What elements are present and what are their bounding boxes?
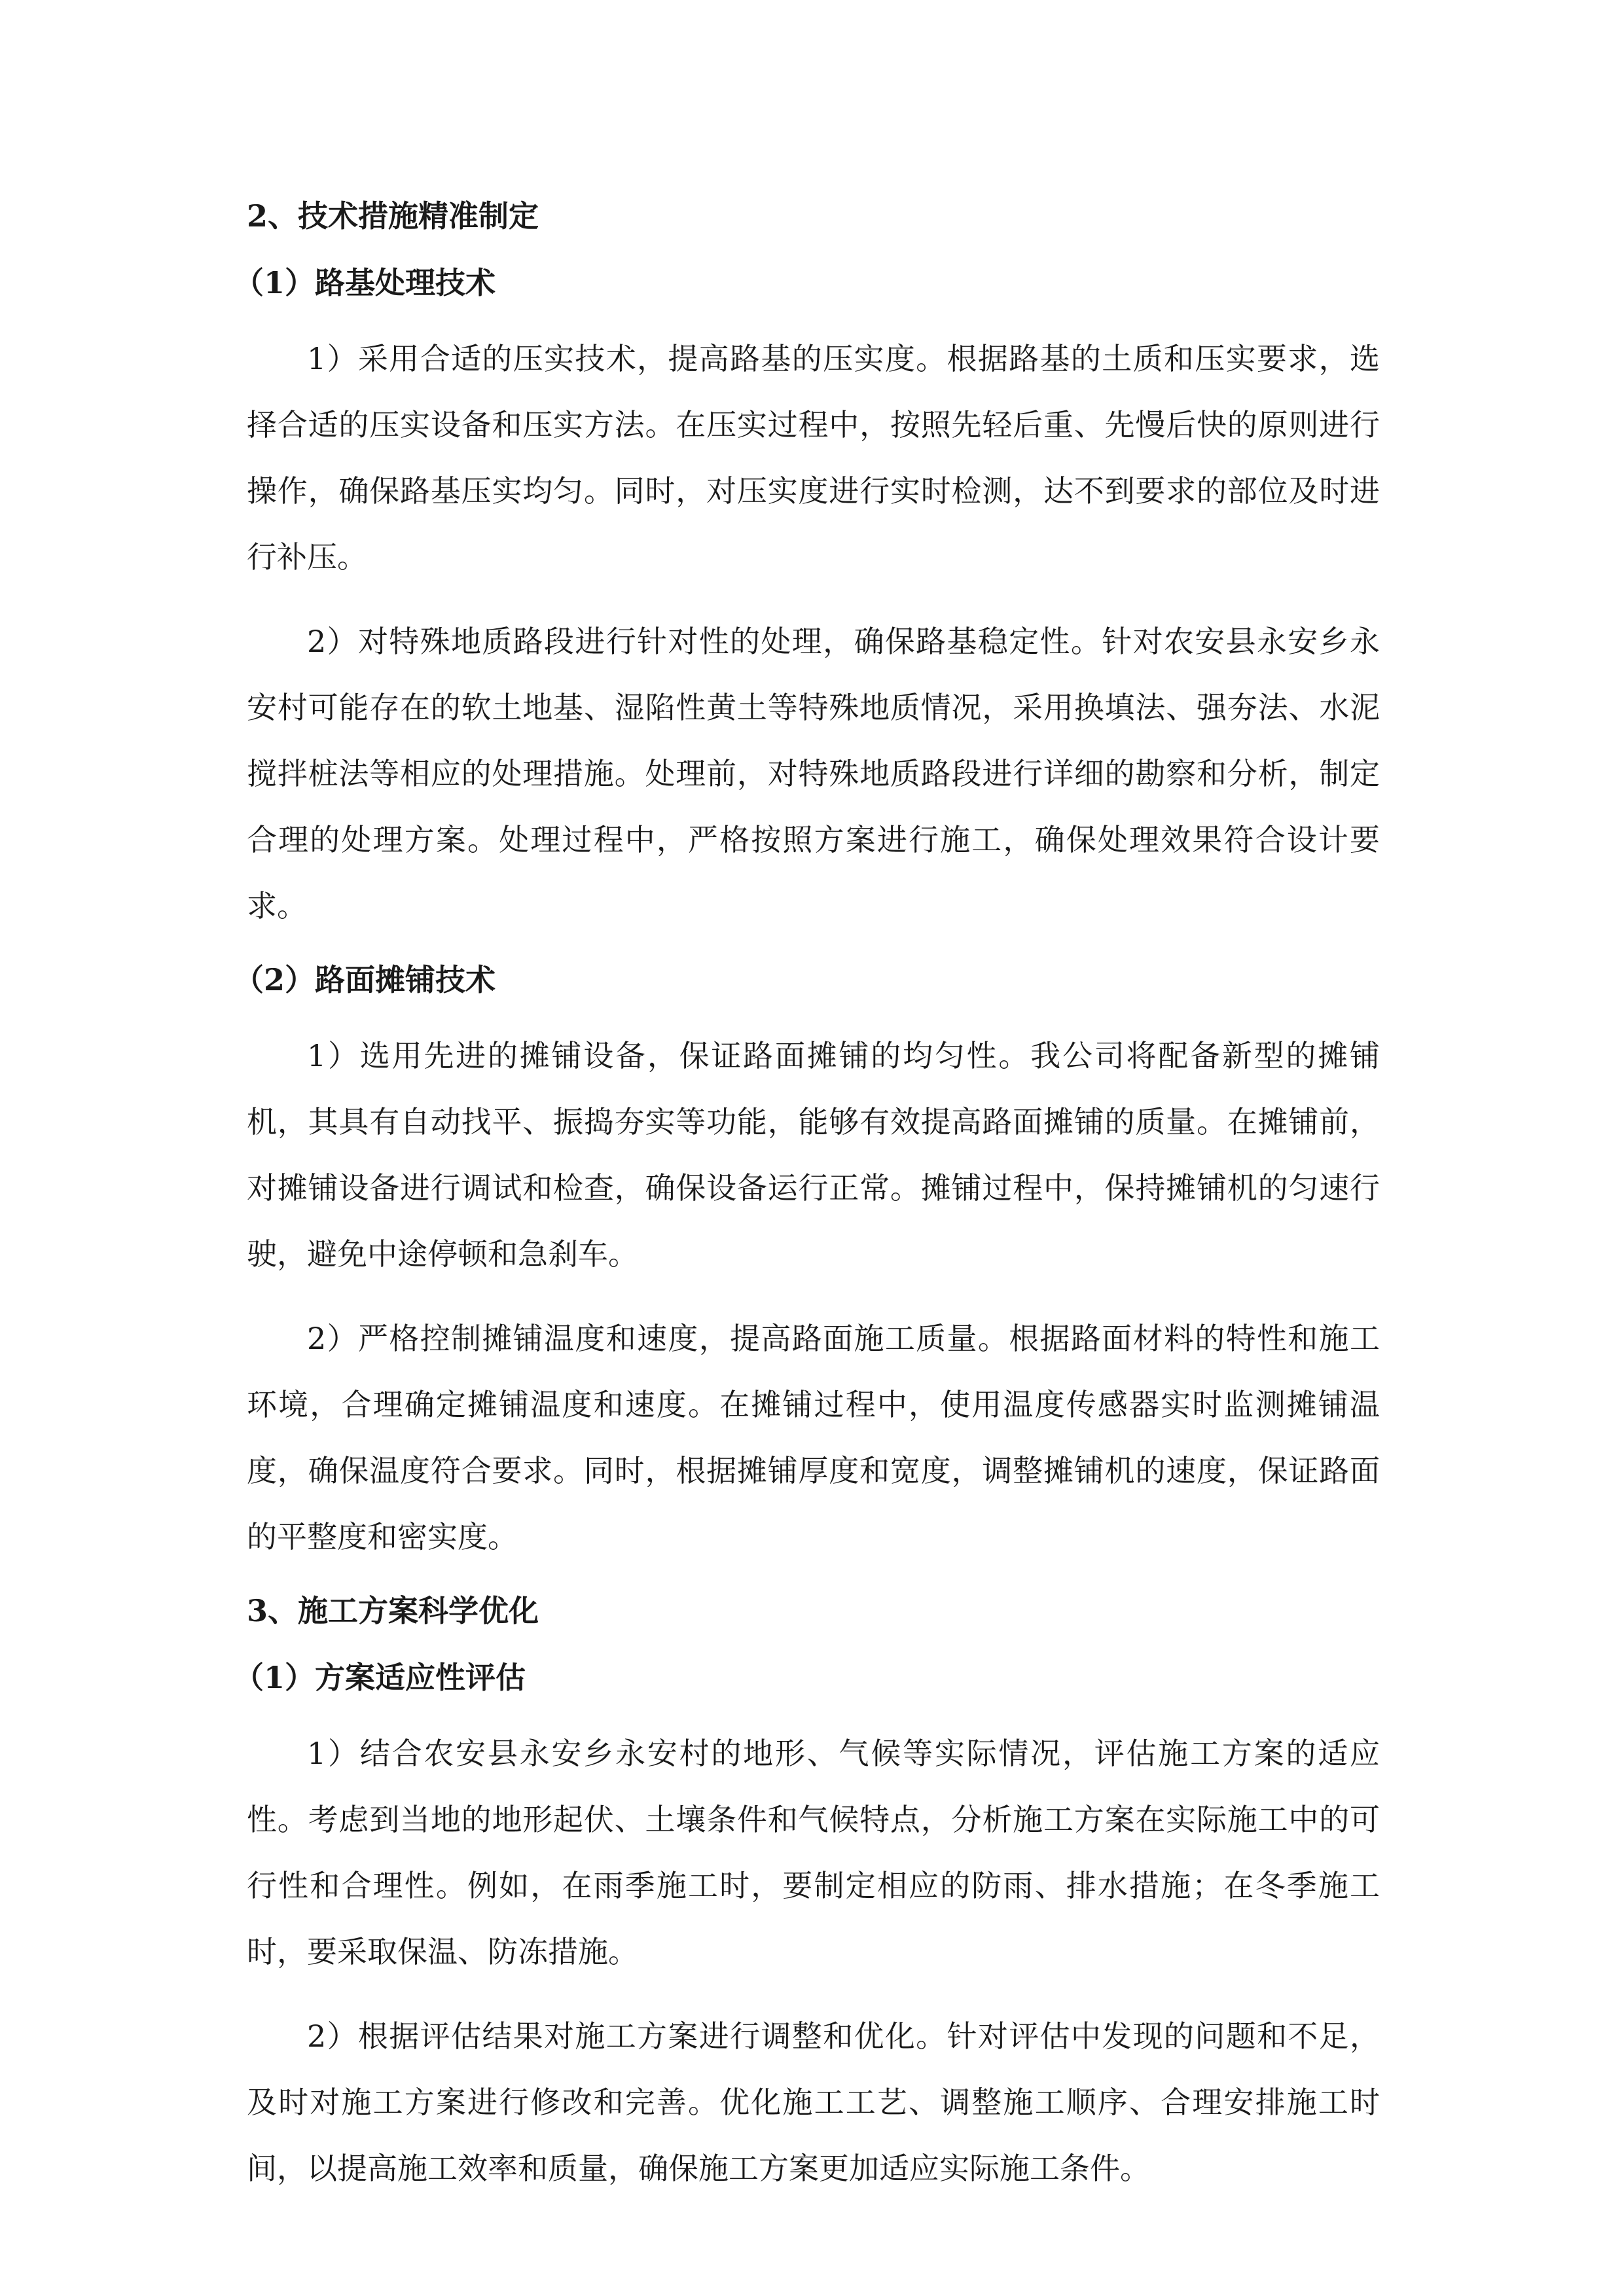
subsection-heading-subgrade: （1）路基处理技术: [234, 265, 496, 300]
section-heading-3: 3、施工方案科学优化: [247, 1593, 539, 1628]
paragraph: 1）结合农安县永安乡永安村的地形、气候等实际情况，评估施工方案的适应性。考虑到当地的地形起伏、土壤条件和气候特点，分析施工方案在实际施工中的可行性和合理性。例如，在雨季施工时，要制定相应的防雨、排水措施；在冬季施工时，要采取保温、防冻措施。: [247, 1736, 1380, 1969]
paragraph: 2）严格控制摊铺温度和速度，提高路面施工质量。根据路面材料的特性和施工环境，合理确定摊铺温度和速度。在摊铺过程中，使用温度传感器实时监测摊铺温度，确保温度符合要求。同时，根据摊铺厚度和宽度，调整摊铺机的速度，保证路面的平整度和密实度。: [247, 1321, 1380, 1554]
paragraph: 2）对特殊地质路段进行针对性的处理，确保路基稳定性。针对农安县永安乡永安村可能存在的软土地基、湿陷性黄土等特殊地质情况，采用换填法、强夯法、水泥搅拌桩法等相应的处理措施。处理前，对特殊地质路段进行详细的勘察和分析，制定合理的处理方案。处理过程中，严格按照方案进行施工，确保处理效果符合设计要求。: [247, 624, 1380, 924]
document-page: [234, 194, 1380, 2202]
paragraph: 2）根据评估结果对施工方案进行调整和优化。针对评估中发现的问题和不足，及时对施工方案进行修改和完善。优化施工工艺、调整施工顺序、合理安排施工时间，以提高施工效率和质量，确保施工方案更加适应实际施工条件。: [247, 2018, 1380, 2186]
paragraph: 1）采用合适的压实技术，提高路基的压实度。根据路基的土质和压实要求，选择合适的压实设备和压实方法。在压实过程中，按照先轻后重、先慢后快的原则进行操作，确保路基压实均匀。同时，对压实度进行实时检测，达不到要求的部位及时进行补压。: [247, 341, 1380, 575]
section-heading-2: 2、技术措施精准制定: [247, 198, 539, 234]
subsection-heading-paving: （2）路面摊铺技术: [234, 962, 496, 997]
paragraph: 1）选用先进的摊铺设备，保证路面摊铺的均匀性。我公司将配备新型的摊铺机，其具有自动找平、振捣夯实等功能，能够有效提高路面摊铺的质量。在摊铺前，对摊铺设备进行调试和检查，确保设备运行正常。摊铺过程中，保持摊铺机的匀速行驶，避免中途停顿和急刹车。: [247, 1038, 1380, 1272]
subsection-heading-adaptability: （1）方案适应性评估: [234, 1660, 526, 1695]
